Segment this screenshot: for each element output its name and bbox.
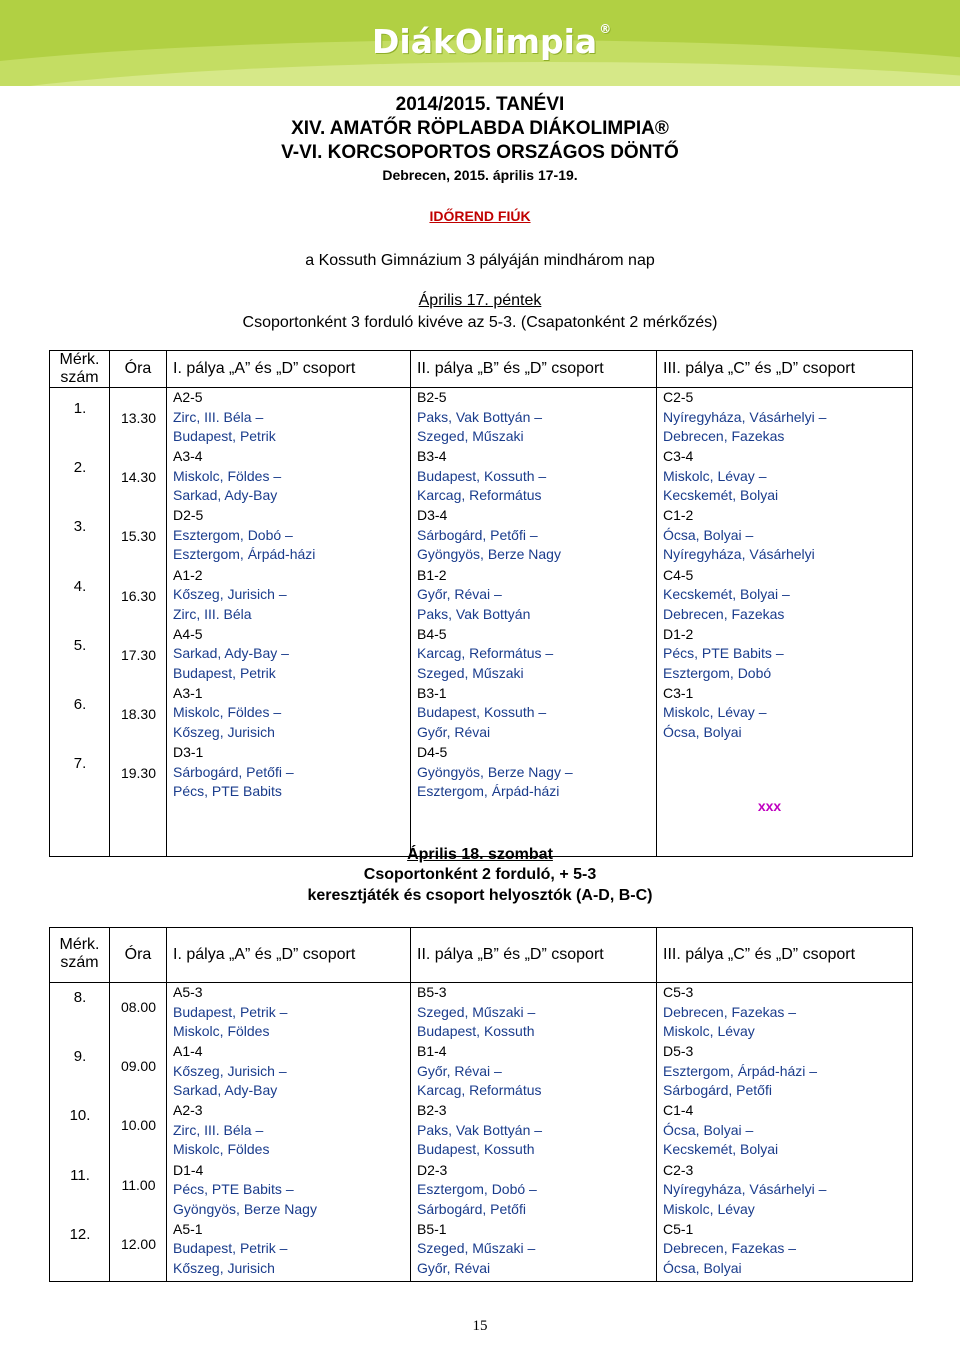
match-entry (173, 447, 410, 506)
team-home: Kőszeg, Jurisich – (173, 1062, 287, 1079)
team-home: Nyíregyháza, Vásárhelyi – (663, 408, 827, 425)
venue-text: a Kossuth Gimnázium 3 pályáján mindhárom nap (305, 252, 655, 269)
team-away: Budapest, Petrik (173, 664, 276, 681)
match-time: 09.00 (120, 1058, 157, 1075)
match-time: 12.00 (120, 1235, 157, 1252)
match-number: 2. (73, 459, 87, 477)
team-away: Esztergom, Árpád-házi (417, 783, 560, 800)
match-number: 11. (70, 1166, 90, 1184)
team-away: Miskolc, Lévay (663, 1200, 755, 1217)
match-code: A1-4 (173, 1043, 203, 1060)
team-home: Paks, Vak Bottyán – (417, 1121, 543, 1138)
page-number: 15 (472, 1318, 488, 1334)
match-time: 14.30 (120, 469, 157, 486)
match-entry (417, 983, 656, 1042)
match-code: B1-2 (417, 566, 447, 583)
match-time: 17.30 (120, 646, 157, 663)
match-code: B1-4 (417, 1043, 447, 1060)
match-time: 13.30 (120, 410, 157, 426)
match-time: 18.30 (120, 706, 157, 722)
match-number: 7. (73, 755, 87, 773)
match-code: C2-5 (663, 389, 694, 405)
col-court-3: III. pálya „C” és „D” csoport (657, 351, 913, 388)
match-entry (417, 1220, 656, 1279)
col-court-2: II. pálya „B” és „D” csoport (411, 928, 657, 983)
team-away: Zirc, III. Béla (173, 605, 252, 622)
match-code: A2-5 (173, 389, 203, 405)
team-home: Budapest, Petrik – (173, 1240, 288, 1257)
match-code: C1-4 (663, 1102, 694, 1119)
match-number-cell (50, 983, 110, 1282)
team-home: Paks, Vak Bottyán – (417, 408, 543, 425)
team-away: Pécs, PTE Babits (173, 783, 282, 800)
team-home: Sárbogárd, Petőfi – (417, 526, 538, 543)
match-code: A5-1 (173, 1220, 203, 1237)
table-header-row (50, 928, 913, 983)
day2-date: Április 18. szombat (407, 846, 553, 863)
team-home: Ócsa, Bolyai – (663, 1121, 754, 1138)
team-home: Debrecen, Fazekas – (663, 1003, 797, 1020)
team-away: Esztergom, Dobó (663, 664, 772, 681)
title-line-1: 2014/2015. TANÉVI (395, 94, 565, 115)
match-entry (417, 625, 656, 684)
team-home: Nyíregyháza, Vásárhelyi – (663, 1181, 827, 1198)
match-code: B2-3 (417, 1102, 447, 1119)
team-home: Esztergom, Dobó – (417, 1181, 537, 1198)
match-code: A5-3 (173, 984, 203, 1000)
match-time: 19.30 (120, 765, 157, 782)
title-line-2: XIV. AMATŐR RÖPLABDA DIÁKOLIMPIA® (291, 118, 669, 139)
team-home: Pécs, PTE Babits – (663, 645, 784, 662)
match-code: A2-3 (173, 1102, 203, 1119)
team-away: Kőszeg, Jurisich (173, 1259, 275, 1276)
match-code: B3-1 (417, 684, 447, 701)
match-code: B4-5 (417, 625, 447, 642)
team-away: Szeged, Műszaki (417, 664, 524, 681)
team-home: Győr, Révai – (417, 586, 502, 603)
court-3-cell (657, 388, 913, 857)
team-home: Esztergom, Árpád-házi – (663, 1062, 818, 1079)
match-code: C2-3 (663, 1161, 694, 1178)
match-code: C3-1 (663, 684, 694, 701)
match-number: 8. (73, 989, 87, 1006)
match-number: 1. (73, 400, 87, 417)
match-number: 10. (69, 1107, 91, 1125)
match-entry (173, 743, 410, 802)
team-away: Ócsa, Bolyai (663, 1259, 742, 1276)
match-number-cell (50, 388, 110, 857)
match-code: C4-5 (663, 566, 694, 583)
team-away: Győr, Révai (417, 723, 491, 740)
match-code: D3-4 (417, 507, 448, 524)
team-away: Debrecen, Fazekas (663, 428, 785, 444)
match-entry (663, 506, 912, 565)
match-code: C5-1 (663, 1220, 694, 1237)
day2-note-2: keresztjáték és csoport helyosztók (A-D, B-C) (307, 887, 653, 904)
team-away: Karcag, Református (417, 487, 542, 504)
day1-date: Április 17. péntek (418, 292, 542, 309)
schedule-title: IDŐREND FIÚK (429, 208, 531, 224)
team-home: Budapest, Kossuth – (417, 704, 547, 721)
match-entry (417, 566, 656, 625)
match-entry (417, 1042, 656, 1101)
team-home: Zirc, III. Béla – (173, 1121, 264, 1138)
team-away: Esztergom, Árpád-házi (173, 546, 316, 563)
header-banner (0, 0, 960, 86)
team-away: Sarkad, Ady-Bay (173, 1082, 278, 1099)
team-away: Sárbogárd, Petőfi (663, 1082, 772, 1099)
match-entry (173, 566, 410, 625)
match-entry (417, 506, 656, 565)
team-away: Karcag, Református (417, 1082, 542, 1099)
team-away: Budapest, Kossuth (417, 1141, 535, 1158)
team-home: Pécs, PTE Babits – (173, 1181, 294, 1198)
match-entry (417, 388, 656, 447)
table-header-row (50, 351, 913, 388)
team-away: Kőszeg, Jurisich (173, 723, 275, 740)
match-time: 11.00 (121, 1176, 156, 1193)
match-code: D2-3 (417, 1161, 448, 1178)
team-home: Ócsa, Bolyai – (663, 526, 754, 543)
team-away: Miskolc, Földes (173, 1023, 270, 1039)
match-entry (663, 447, 912, 506)
col-court-1: I. pálya „A” és „D” csoport (167, 928, 411, 983)
team-home: Miskolc, Lévay – (663, 704, 767, 721)
team-home: Sárbogárd, Petőfi – (173, 763, 294, 780)
table-body-row (50, 983, 913, 1282)
team-away: Sárbogárd, Petőfi (417, 1200, 526, 1217)
diakolimpia-logo: DiákOlimpia ® (372, 22, 612, 61)
match-code: B3-4 (417, 448, 447, 465)
match-entry (417, 447, 656, 506)
team-away: Kecskemét, Bolyai (663, 1141, 779, 1158)
match-code: A4-5 (173, 625, 203, 642)
time-cell (110, 388, 167, 857)
team-home: Szeged, Műszaki – (417, 1240, 536, 1257)
team-home: Győr, Révai – (417, 1062, 502, 1079)
match-entry (417, 684, 656, 743)
day1-note: Csoportonként 3 forduló kivéve az 5-3. (Csapatonként 2 mérkőzés) (242, 314, 718, 331)
match-code: D5-3 (663, 1043, 694, 1060)
team-away: Miskolc, Földes (173, 1141, 270, 1158)
match-entry (663, 1161, 912, 1220)
match-code: C5-3 (663, 984, 694, 1000)
team-home: Miskolc, Földes – (173, 467, 282, 484)
match-number: 6. (73, 696, 87, 713)
title-line-4: Debrecen, 2015. április 17-19. (382, 167, 578, 183)
placeholder-mark: xxx (757, 798, 782, 815)
team-away: Ócsa, Bolyai (663, 723, 742, 740)
col-court-2: II. pálya „B” és „D” csoport (411, 351, 657, 388)
match-entry (173, 388, 410, 447)
match-entry (663, 388, 912, 447)
court-2-cell (411, 388, 657, 857)
match-entry (173, 1042, 410, 1101)
match-entry (173, 1220, 410, 1279)
match-entry (173, 1101, 410, 1160)
match-time: 08.00 (120, 999, 157, 1015)
match-code: B5-1 (417, 1220, 447, 1237)
team-home: Esztergom, Dobó – (173, 526, 293, 543)
match-entry (663, 625, 912, 684)
team-away: Gyöngyös, Berze Nagy (417, 546, 561, 563)
match-number: 12. (69, 1225, 91, 1243)
match-entry (663, 1042, 912, 1101)
match-entry (417, 1161, 656, 1220)
match-code: C1-2 (663, 507, 694, 524)
match-code: D3-1 (173, 744, 204, 761)
match-entry (663, 1101, 912, 1160)
court-3-cell (657, 983, 913, 1282)
match-number: 5. (73, 636, 87, 654)
match-entry (173, 684, 410, 743)
team-home: Karcag, Református – (417, 645, 554, 662)
team-away: Szeged, Műszaki (417, 428, 524, 444)
match-number: 4. (73, 577, 87, 595)
schedule-table-day1 (49, 350, 913, 857)
col-ora: Óra (110, 928, 167, 983)
match-time: 15.30 (120, 528, 157, 545)
team-away: Sarkad, Ady-Bay (173, 487, 278, 504)
team-away: Győr, Révai (417, 1259, 491, 1276)
match-entry (663, 566, 912, 625)
team-away: Kecskemét, Bolyai (663, 487, 779, 504)
match-code: D2-5 (173, 507, 204, 524)
col-court-3: III. pálya „C” és „D” csoport (657, 928, 913, 983)
match-code: A3-1 (173, 684, 203, 701)
match-code: A3-4 (173, 448, 203, 465)
col-merk-szam: Mérk. szám (50, 928, 110, 983)
team-away: Paks, Vak Bottyán (417, 605, 531, 622)
match-code: A1-2 (173, 566, 203, 583)
team-home: Miskolc, Földes – (173, 704, 282, 721)
table-body-row (50, 388, 913, 857)
team-home: Sarkad, Ady-Bay – (173, 645, 289, 662)
day2-note-1: Csoportonként 2 forduló, + 5-3 (363, 866, 597, 883)
team-away: Nyíregyháza, Vásárhelyi (663, 546, 815, 563)
match-code: B5-3 (417, 984, 447, 1000)
match-code: B2-5 (417, 389, 447, 405)
team-home: Budapest, Kossuth – (417, 467, 547, 484)
match-entry (173, 506, 410, 565)
court-2-cell (411, 983, 657, 1282)
match-entry (663, 684, 912, 743)
team-home: Miskolc, Lévay – (663, 467, 767, 484)
col-ora: Óra (110, 351, 167, 388)
match-entry (173, 625, 410, 684)
time-cell (110, 983, 167, 1282)
team-away: Budapest, Petrik (173, 428, 276, 444)
team-home: Gyöngyös, Berze Nagy – (417, 763, 573, 780)
team-home: Kecskemét, Bolyai – (663, 586, 790, 603)
team-home: Szeged, Műszaki – (417, 1003, 536, 1020)
court-1-cell (167, 983, 411, 1282)
court-1-cell (167, 388, 411, 857)
col-merk-szam: Mérk. szám (50, 351, 110, 388)
match-entry (663, 983, 912, 1042)
team-away: Debrecen, Fazekas (663, 605, 785, 622)
match-code: C3-4 (663, 448, 694, 465)
team-home: Debrecen, Fazekas – (663, 1240, 797, 1257)
match-entry (173, 983, 410, 1042)
match-entry (417, 1101, 656, 1160)
match-number: 3. (73, 518, 87, 536)
match-code: D1-4 (173, 1161, 204, 1178)
match-time: 10.00 (120, 1117, 157, 1134)
match-entry (417, 743, 656, 802)
team-away: Miskolc, Lévay (663, 1023, 755, 1039)
match-number: 9. (73, 1048, 87, 1066)
match-entry (173, 1161, 410, 1220)
match-time: 16.30 (120, 587, 157, 604)
title-line-3: V-VI. KORCSOPORTOS ORSZÁGOS DÖNTŐ (281, 142, 679, 163)
match-entry (663, 1220, 912, 1279)
team-home: Budapest, Petrik – (173, 1003, 288, 1020)
team-away: Gyöngyös, Berze Nagy (173, 1200, 317, 1217)
match-code: D1-2 (663, 625, 694, 642)
schedule-table-day2 (49, 927, 913, 1282)
team-home: Kőszeg, Jurisich – (173, 586, 287, 603)
team-home: Zirc, III. Béla – (173, 408, 264, 425)
team-away: Budapest, Kossuth (417, 1023, 535, 1039)
match-code: D4-5 (417, 744, 448, 761)
col-court-1: I. pálya „A” és „D” csoport (167, 351, 411, 388)
